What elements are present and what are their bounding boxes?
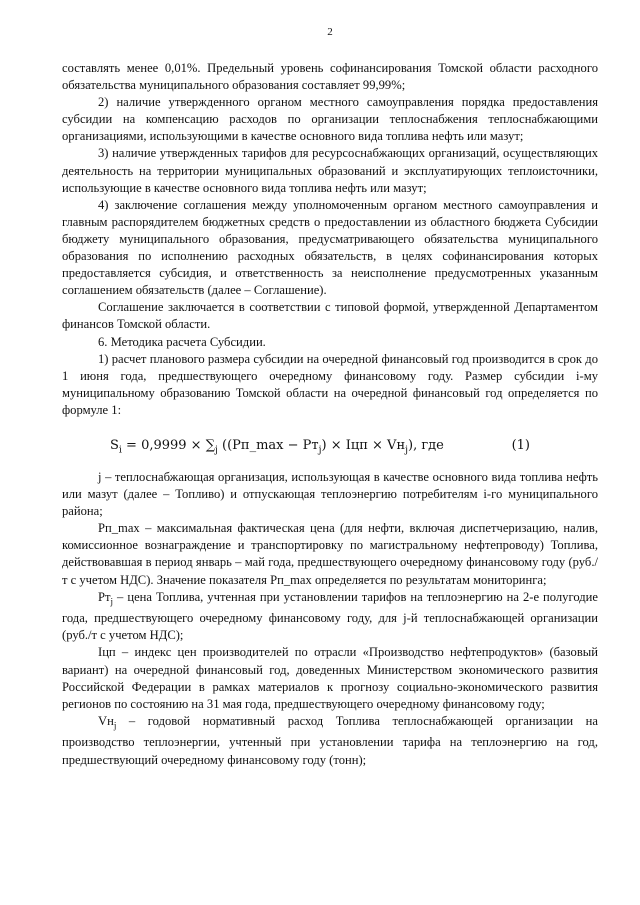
formula-number: (1) [511, 437, 530, 453]
paragraph-agreement: Соглашение заключается в соответствии с типовой формой, утвержденной Департаментом финансов Томской области. [62, 300, 598, 332]
paragraph-condition-3: 3) наличие утвержденных тарифов для ресурсоснабжающих организаций, осуществляющих деятельность на территории муниципальных образований и эксплуатирующих теплоисточники, использующие в качестве основного вида топлива нефть или мазут; [62, 146, 598, 195]
paragraph-cofinancing-level: составлять менее 0,01%. Предельный уровень софинансирования Томской области расходного обязательства муниципального образования составляет 99,99%; [62, 61, 598, 93]
page-number: 2 [327, 26, 333, 38]
formula-1 [62, 419, 598, 469]
section-heading-methodology: 6. Методика расчета Субсидии. [98, 334, 266, 349]
paragraph-condition-4: 4) заключение соглашения между уполномоченным органом местного самоуправления и главным распорядителем бюджетных средств о предоставлении из областного бюджета Субсидии бюджету муниципального образования, предусматривающего обязательства муниципального образования по исполнению расходных обязательств, в целях софинансирования которых предоставляется субсидия, и ответственность за неисполнение предусмотренных указанным соглашением обязательств (далее – Соглашение). [62, 197, 598, 298]
paragraph-condition-2: 2) наличие утвержденного органом местного самоуправления порядка предоставления субсидии на компенсацию расходов по организации теплоснабжения теплоснабжающими организациями, использующими в качестве основного вида топлива нефть или мазут; [62, 95, 598, 144]
definition-pp-max: Рп_max – максимальная фактическая цена (для нефти, включая диспетчеризацию, налив, комиссионное вознаграждение и транспортировку по магистральному нефтепроводу) Топлива, действовавшая в период январь – май года, предшествующего очередному финансовому году (руб./т с учетом НДС). Значение показателя Рп_max определяется по результатам мониторинга; [62, 521, 598, 587]
paragraph-calculation: 1) расчет планового размера субсидии на очередной финансовый год производится в срок до 1 июня года, предшествующего очередному финансовому году. Размер субсидии i-му муниципальному образованию Томской области на очередной финансовый год определяется по формуле 1: [62, 351, 598, 417]
document-body [62, 60, 598, 769]
formula-expression: $S_i = 0,9999 \times \sum_j$ ((Рп_max − $Рт_j$) × Iцп × $Vн_j$), где [110, 437, 444, 456]
definition-j: j – теплоснабжающая организация, использующая в качестве основного вида топлива нефть или мазут (далее – Топливо) и отпускающая теплоэнергию потребителям i-го муниципального района; [62, 469, 598, 519]
definition-icp: Iцп – индекс цен производителей по отрасли «Производство нефтепродуктов» (базовый вариант) на очередной финансовый год, доведенных Министерством экономического развития Российской Федерации в рамках материалов к прогнозу социально-экономического развития регионов по состоянию на 31 мая года, предшествующего очередному финансовому году; [62, 645, 598, 711]
definition-pt-j: $Рт_j$ – цена Топлива, учтенная при установлении тарифов на теплоэнергию на 2-е полугодие года, предшествующего очередному финансовому году, для j-й теплоснабжающей организации (руб./т с учетом НДС); [62, 589, 598, 643]
definition-vn-j: $Vн_j$ – годовой нормативный расход Топлива теплоснабжающей организации на производство теплоэнергии, учтенный при установлении тарифа на теплоэнергию на год, предшествующий очередному финансовому году (тонн); [62, 713, 598, 767]
